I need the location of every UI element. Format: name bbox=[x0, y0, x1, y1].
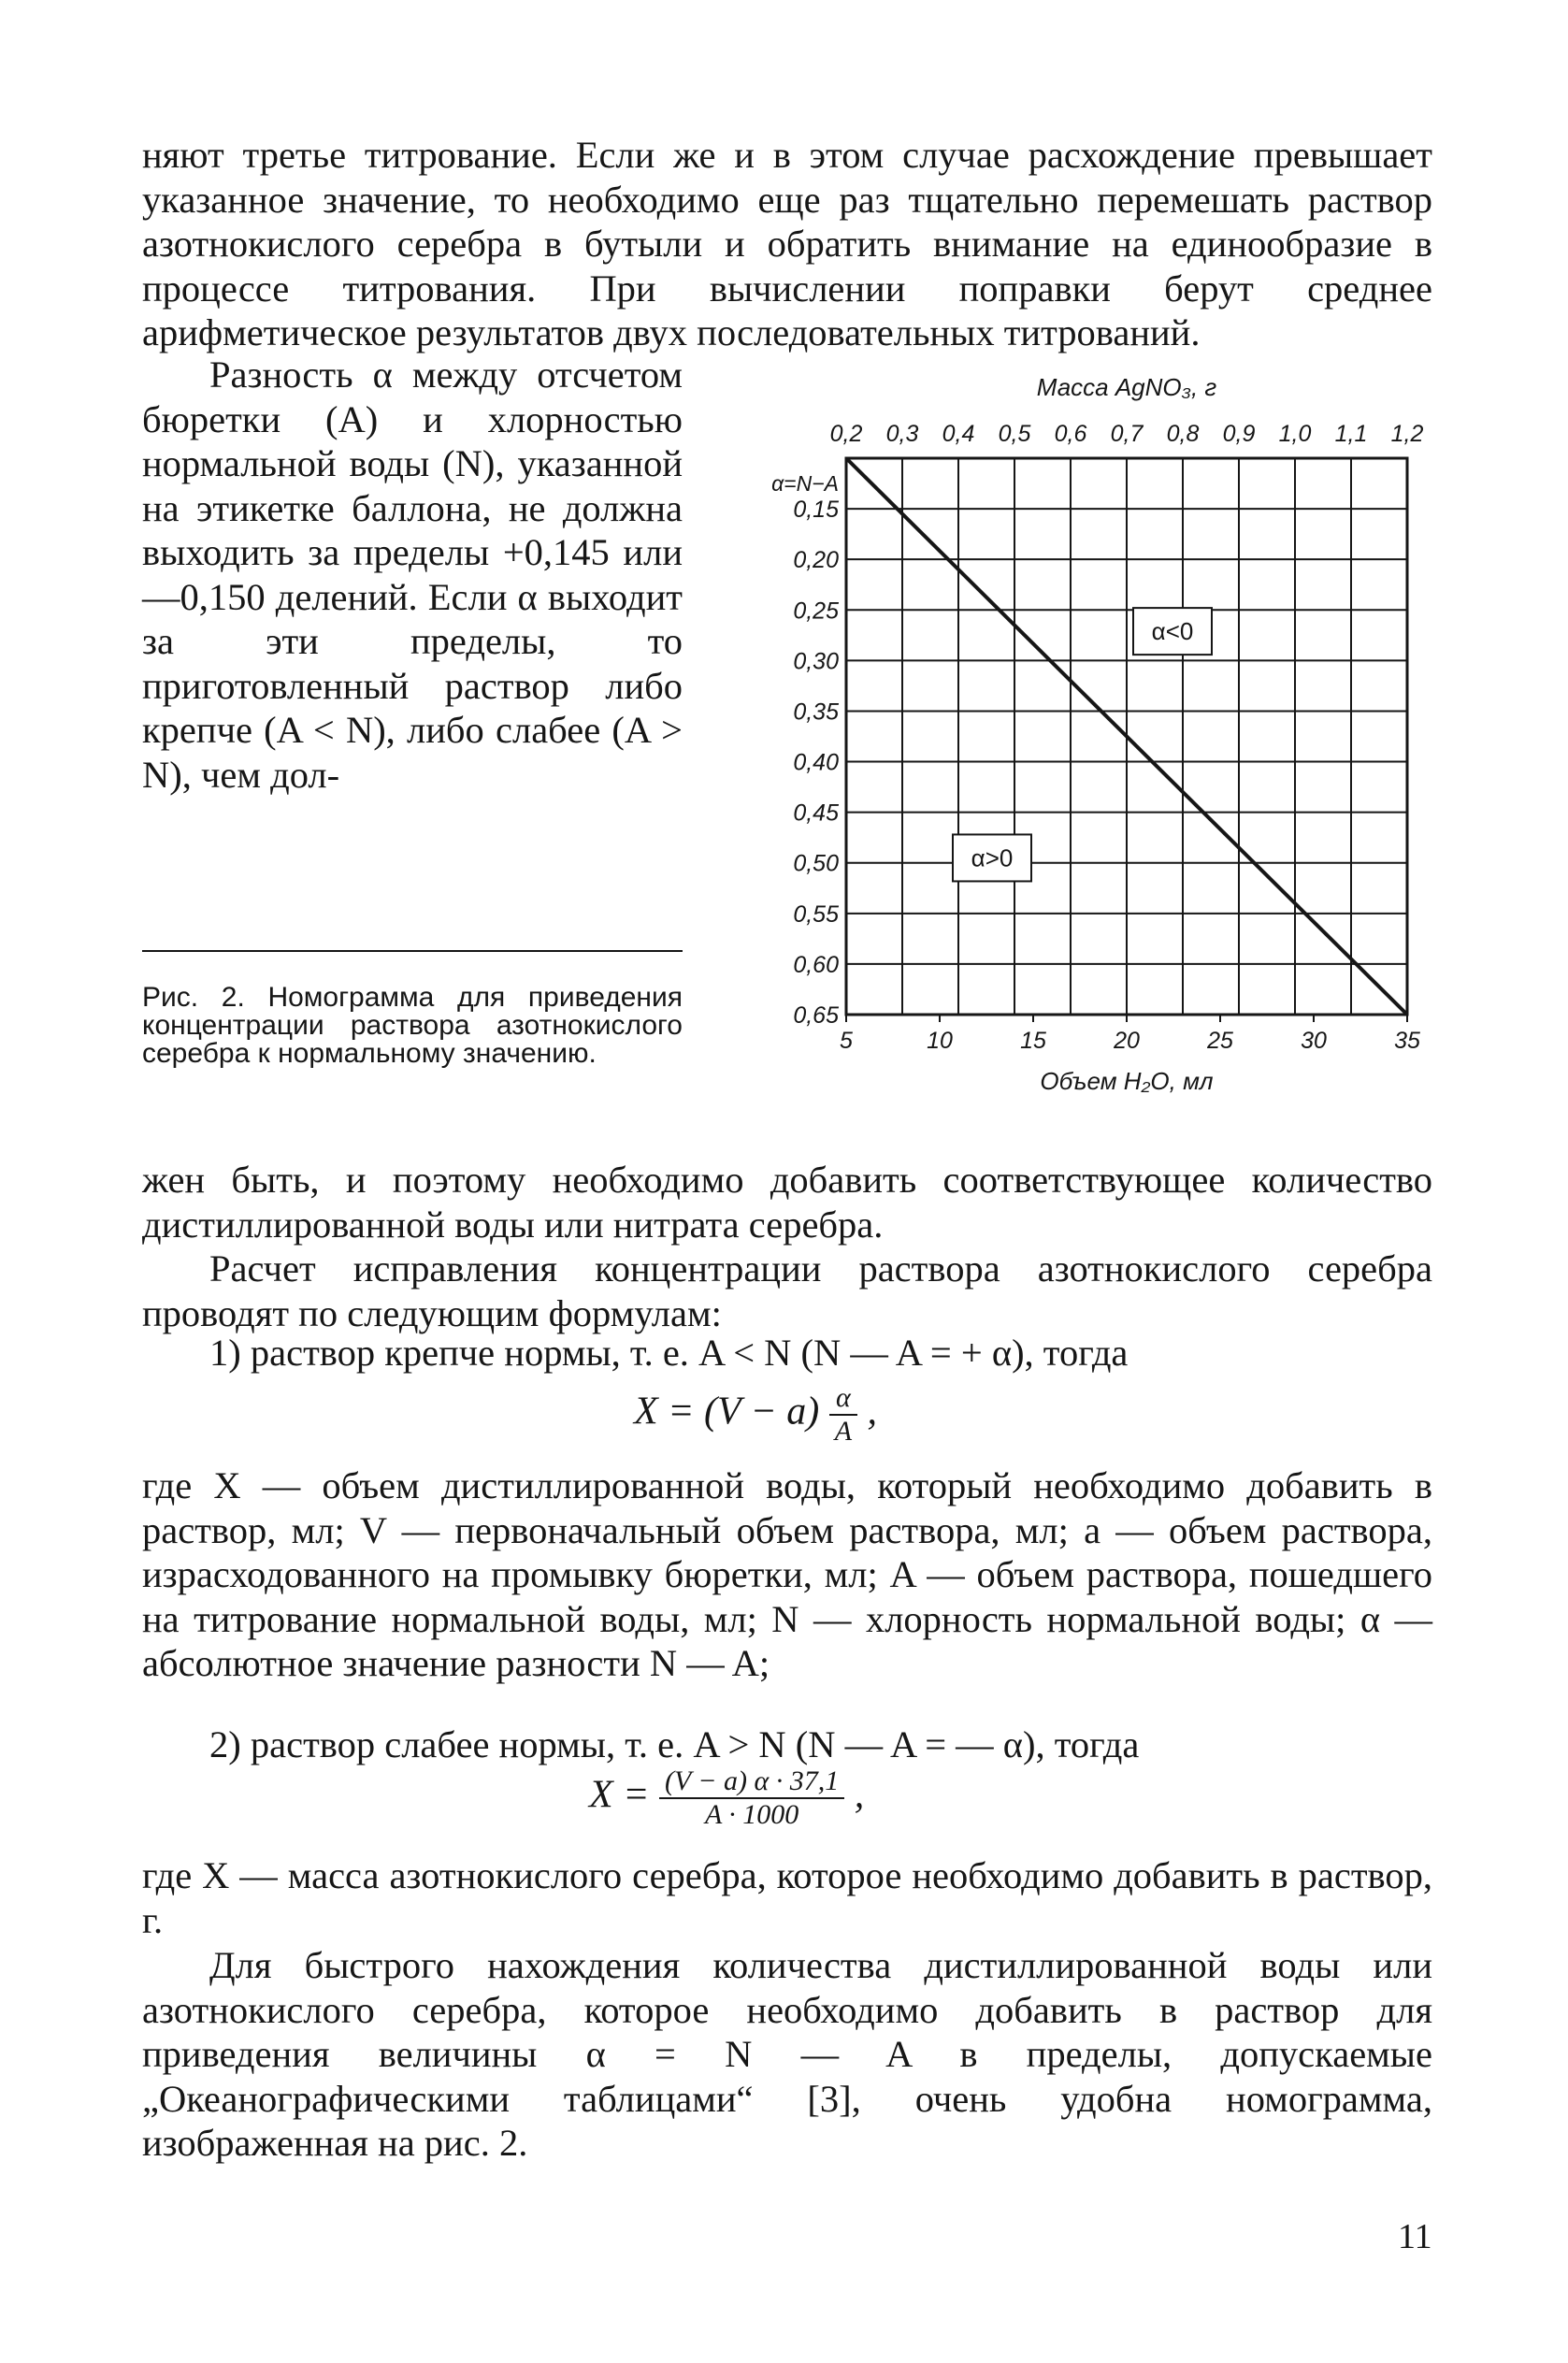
left-tick-label: 0,20 bbox=[793, 547, 839, 574]
formula-1-denominator: A bbox=[834, 1416, 853, 1447]
bottom-tick-label: 30 bbox=[1301, 1028, 1327, 1054]
left-tick-label: 0,65 bbox=[793, 1002, 839, 1029]
paragraph-calculation: Расчет исправления концентрации раствора азотнокислого серебра проводят по следующим формулам: bbox=[142, 1247, 1432, 1334]
top-tick-label: 0,3 bbox=[885, 421, 919, 447]
paragraph-top: няют третье титрование. Если же и в этом случае расхождение превышает указанное значение, то необходимо еще раз тщательно перемешать раствор азотнокислого серебра в бутыли и обратить внимание на единообразие в процессе титрования. При вычислении поправки берут среднее арифметическое результатов двух последовательных титрований. bbox=[142, 134, 1432, 353]
left-tick-label: 0,50 bbox=[793, 850, 839, 877]
formula-1 bbox=[634, 1382, 877, 1448]
bottom-tick-label: 15 bbox=[1020, 1028, 1046, 1054]
top-tick-label: 0,2 bbox=[829, 421, 863, 447]
top-tick-label: 0,8 bbox=[1166, 421, 1200, 447]
left-axis-label: α=N−A bbox=[771, 471, 839, 496]
formula-2 bbox=[589, 1765, 864, 1831]
formula-2-comma: , bbox=[854, 1773, 865, 1817]
top-axis-label: Масса AgNO₃, г bbox=[1036, 373, 1217, 401]
wrapped-column bbox=[142, 353, 683, 797]
item-1: 1) раствор крепче нормы, т. е. A < N (N — A = + α), тогда bbox=[209, 1332, 1129, 1374]
item-2: 2) раствор слабее нормы, т. е. A > N (N — A = — α), тогда bbox=[209, 1723, 1140, 1765]
top-tick-label: 0,9 bbox=[1222, 421, 1256, 447]
top-tick-label: 0,6 bbox=[1054, 421, 1087, 447]
nomogram-chart bbox=[753, 369, 1449, 1108]
top-tick-label: 1,2 bbox=[1390, 421, 1424, 447]
formula-1-fraction bbox=[829, 1382, 857, 1448]
bottom-tick-label: 25 bbox=[1207, 1028, 1233, 1054]
paragraph-last: Для быстрого нахождения количества дистиллированной воды или азотнокислого серебра, которое необходимо добавить в раствор для приведения величины α = N — A в пределы, допускаемые „Океанографическими таблицами“ [3], очень удобна номограмма, изображенная на рис. 2. bbox=[142, 1944, 1432, 2164]
page-number: 11 bbox=[1398, 2217, 1432, 2256]
bottom-tick-label: 10 bbox=[927, 1028, 953, 1054]
left-tick-label: 0,55 bbox=[793, 901, 839, 928]
top-tick-label: 0,5 bbox=[998, 421, 1031, 447]
paragraph-where-1: где X — объем дистиллированной воды, который необходимо добавить в раствор, мл; V — первоначальный объем раствора, мл; a — объем раствора, израсходованного на промывку бюретки, мл; A — объем раствора, пошедшего на титрование нормальной воды, мл; N — хлорность нормальной воды; α — абсолютное значение разности N — A; bbox=[142, 1464, 1432, 1684]
formula-2-fraction bbox=[659, 1765, 844, 1831]
left-tick-label: 0,40 bbox=[793, 749, 839, 776]
left-tick-label: 0,30 bbox=[793, 648, 839, 675]
top-tick-label: 1,1 bbox=[1334, 421, 1368, 447]
caption-rule bbox=[142, 950, 683, 952]
paragraph-alpha-limits: Разность α между отсчетом бюретки (A) и хлорностью нормальной воды (N), указанной на этикетке баллона, не должна выходить за пределы +0,145 или —0,150 делений. Если α выходит за эти пределы, то приготовленный раствор либо крепче (A < N), либо слабее (A > N), чем дол- bbox=[142, 353, 683, 796]
region-alpha-negative-label: α<0 bbox=[1151, 617, 1194, 646]
formula-2-numerator: (V − a) α · 37,1 bbox=[659, 1765, 844, 1799]
paragraph-where-2: где X — масса азотнокислого серебра, которое необходимо добавить в раствор, г. bbox=[142, 1854, 1432, 1941]
left-tick-label: 0,45 bbox=[793, 800, 839, 827]
bottom-tick-label: 35 bbox=[1394, 1028, 1420, 1054]
bottom-tick-label: 5 bbox=[840, 1028, 853, 1054]
formula-1-lhs: X = (V − a) bbox=[634, 1390, 820, 1434]
formula-2-lhs: X = bbox=[589, 1773, 650, 1817]
left-tick-label: 0,15 bbox=[793, 497, 839, 524]
top-tick-label: 1,0 bbox=[1278, 421, 1312, 447]
bottom-axis-label: Объем H₂O, мл bbox=[1040, 1067, 1214, 1095]
top-tick-label: 0,7 bbox=[1110, 421, 1144, 447]
left-tick-label: 0,35 bbox=[793, 699, 839, 726]
figure-caption bbox=[142, 984, 683, 1068]
left-tick-label: 0,25 bbox=[793, 598, 839, 625]
paragraph-continuation: жен быть, и поэтому необходимо добавить соответствующее количество дистиллированной воды или нитрата серебра. bbox=[142, 1159, 1432, 1246]
formula-1-numerator: α bbox=[829, 1382, 857, 1416]
formula-2-denominator: A · 1000 bbox=[704, 1799, 799, 1830]
left-tick-label: 0,60 bbox=[793, 951, 839, 978]
bottom-tick-label: 20 bbox=[1114, 1028, 1140, 1054]
caption-label: Рис. 2. bbox=[142, 982, 245, 1013]
region-alpha-positive-label: α>0 bbox=[971, 843, 1014, 872]
caption-body: Номограмма для приведения концентрации раствора азотнокислого серебра к нормальному значению. bbox=[142, 982, 683, 1069]
formula-1-comma: , bbox=[867, 1390, 878, 1434]
top-tick-label: 0,4 bbox=[942, 421, 975, 447]
